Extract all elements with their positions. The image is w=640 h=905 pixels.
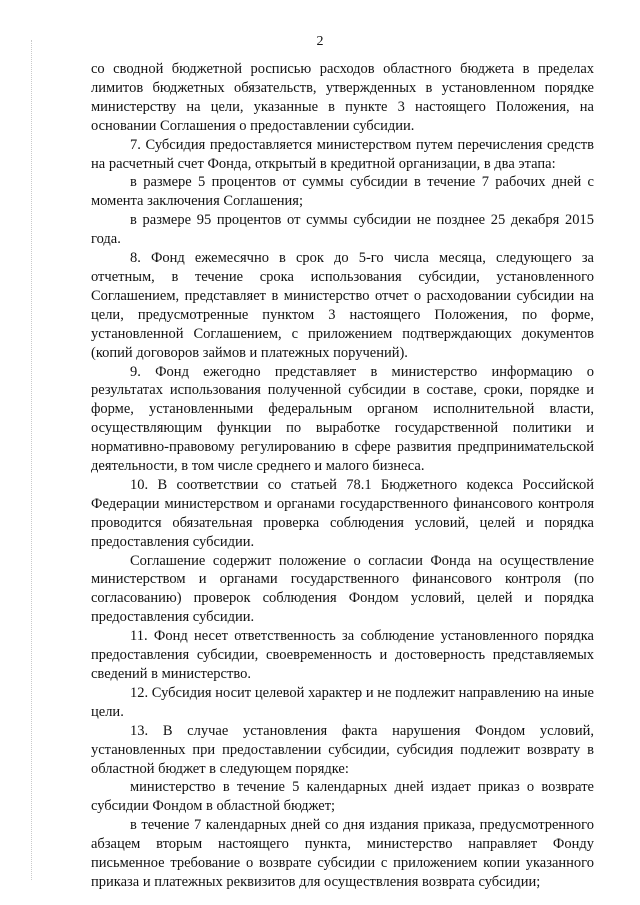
paragraph-stage-1: в размере 5 процентов от суммы субсидии в течение 7 рабочих дней с момента заключения Соглашения; [91,174,594,210]
paragraph-written-demand: в течение 7 календарных дней со дня издания приказа, предусмотренного абзацем вторым настоящего пункта, министерство направляет Фонду письменное требование о возврате субсидии с приложением копии указанного приказа и платежных реквизитов для осуществления возврата субсидии; [91,817,594,890]
paragraph-order-issue: министерство в течение 5 календарных дней издает приказ о возврате субсидии Фондом в областной бюджет; [91,779,594,815]
paragraph-item-13: 13. В случае установления факта нарушения Фондом условий, установленных при предоставлении субсидии, субсидия подлежит возврату в областной бюджет в следующем порядке: [91,722,594,777]
paragraph-item-8: 8. Фонд ежемесячно в срок до 5-го числа месяца, следующего за отчетным, в течение срока использования субсидии, установленного Соглашением, представляет в министерство отчет о расходовании субсидии на цели, предусмотренные пунктом 3 настоящего Положения, по форме, установленной Соглашением, с приложением подтверждающих документов (копий договоров займов и платежных поручений). [91,250,594,361]
page-number: 2 [316,34,324,49]
paragraph-item-7: 7. Субсидия предоставляется министерством путем перечисления средств на расчетный счет Фонда, открытый в кредитной организации, в два этапа: [91,136,594,172]
paragraph-item-10: 10. В соответствии со статьей 78.1 Бюджетного кодекса Российской Федерации министерством и органами государственного финансового контроля проводится обязательная проверка соблюдения условий, целей и порядка предоставления субсидии. [91,476,594,550]
paragraph-budget-schedule: со сводной бюджетной росписью расходов областного бюджета в пределах лимитов бюджетных обязательств, утвержденных в установленном порядке министерству на цели, указанные в пункте 3 настоящего Положения, на основании Соглашения о предоставлении субсидии. [91,61,594,134]
paragraph-agreement-consent: Соглашение содержит положение о согласии Фонда на осуществление министерством и органами государственного финансового контроля (по согласованию) проверок соблюдения Фондом условий, целей и порядка предоставления субсидии. [91,552,594,626]
margin-guide-line [31,40,32,880]
document-body [91,60,594,892]
paragraph-item-12: 12. Субсидия носит целевой характер и не подлежит направлению на иные цели. [91,684,594,720]
paragraph-item-9: 9. Фонд ежегодно представляет в министерство информацию о результатах использования полученной субсидии в составе, сроки, порядке и форме, установленными федеральным органом исполнительной власти, осуществляющим функции по выработке государственной политики и нормативно-правовому регулированию в сфере развития предпринимательской деятельности, в том числе среднего и малого бизнеса. [91,363,594,475]
paragraph-item-11: 11. Фонд несет ответственность за соблюдение установленного порядка предоставления субсидии, своевременность и достоверность представляемых сведений в министерство. [91,628,594,682]
paragraph-stage-2: в размере 95 процентов от суммы субсидии не позднее 25 декабря 2015 года. [91,212,594,248]
